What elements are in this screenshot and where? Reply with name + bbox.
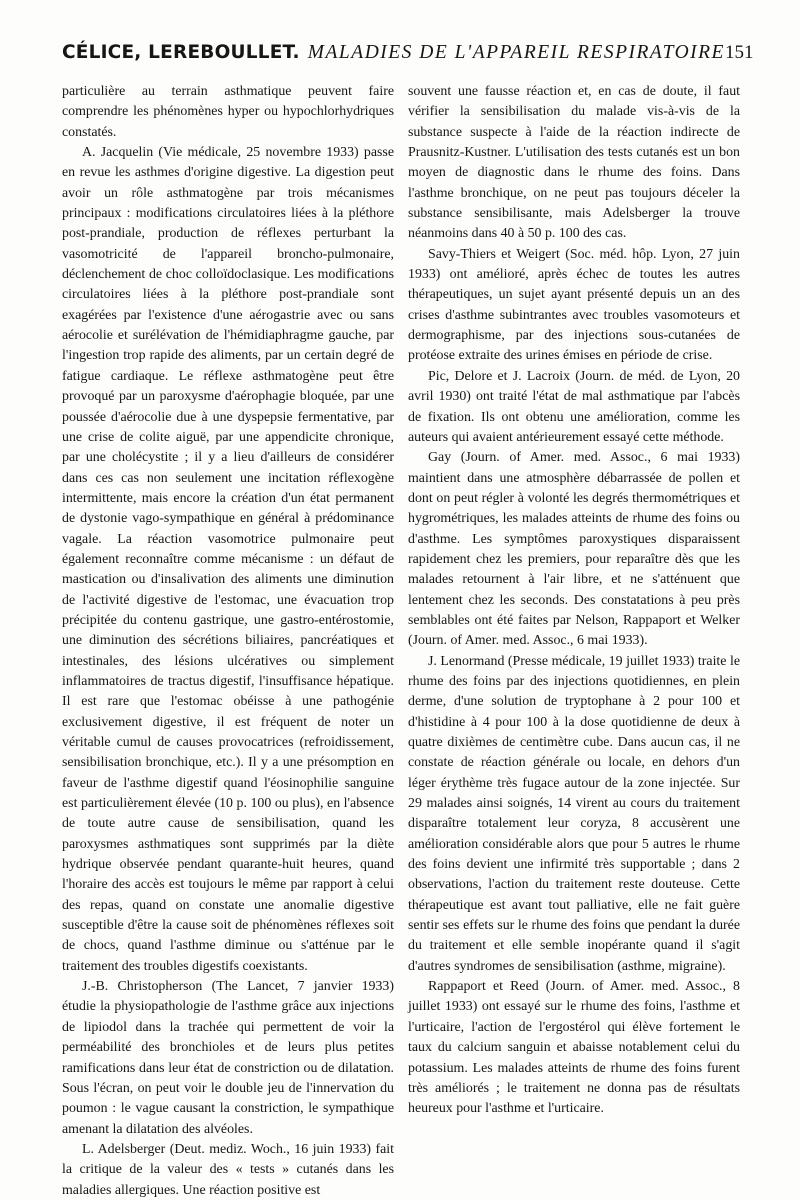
right-paragraph — [408, 367, 740, 448]
left-paragraph — [62, 82, 394, 143]
header-authors: CÉLICE, LEREBOULLET. — [62, 42, 300, 63]
right-paragraph-text: Pic, Delore et J. Lacroix (Journ. de méd. de Lyon, 20 avril 1930) ont traité l'état de mal asthmatique par l'abcès de fixation. Ils ont obtenu une amélioration, comme les auteurs qui avaient antérieurement essayé cette méthode. — [408, 368, 740, 445]
right-paragraph — [408, 652, 740, 978]
right-paragraph — [408, 245, 740, 367]
right-paragraph-text: Gay (Journ. of Amer. med. Assoc., 6 mai 1933) maintient dans une atmosphère débarrassée de pollen et dont on peut régler à volonté les degrés thermométriques et hygrométriques, les malades atteints de rhume des foins ou d'asthme. Les symptômes paroxystiques disparaissent rapidement chez les premiers, pour reparaître dès que les malades retournent à l'air libre, et ne s'atténuent que lentement chez les seconds. Des constatations à peu près semblables ont été faites par Nelson, Rappaport et Welker (Journ. of Amer. med. Assoc., 6 mai 1933). — [408, 450, 740, 649]
right-paragraph — [408, 82, 740, 245]
right-paragraph — [408, 448, 740, 651]
right-paragraph-text: J. Lenormand (Presse médicale, 19 juillet 1933) traite le rhume des foins par des injections quotidiennes, en plein derme, d'une solution de tryptophane à 2 pour 100 et d'histidine à 4 pour 100 à la dose quotidienne de deux à quatre dixièmes de centimètre cube. Dans aucun cas, il ne constate de réaction générale ou locale, en dehors d'un léger érythème très fugace autour de la zone injectée. Sur 29 malades ainsi soignés, 14 virent au cours du traitement disparaître totalement leur coryza, 8 accusèrent une amélioration considérable alors que pour 5 autres le rhume des foins devient une infirmité très supportable ; dans 2 observations, l'action du traitement reste douteuse. Cette thérapeutique est avant tout palliative, elle ne fait guère sentir ses effets sur le rhume des foins que pendant la durée du traitement et elle semble inopérante quand il s'agit d'autres syndromes de sensibilisation (asthme, migraine). — [408, 653, 740, 974]
left-paragraph-text: L. Adelsberger (Deut. mediz. Woch., 16 juin 1933) fait la critique de la valeur des « tests » cutanés dans les maladies allergiques. Une réaction positive est — [62, 1141, 394, 1198]
left-paragraph — [62, 977, 394, 1140]
left-paragraph — [62, 1140, 394, 1201]
right-column — [408, 82, 740, 1120]
running-header — [62, 42, 754, 70]
right-paragraph-text: Rappaport et Reed (Journ. of Amer. med. Assoc., 8 juillet 1933) ont essayé sur le rhume des foins, l'asthme et l'urticaire, l'action de l'ergostérol qui élève fortement le taux du calcium sanguin et abaisse notablement celui du potassium. Les malades atteints de rhume des foins furent très améliorés ; le traitement ne donna pas de résultats heureux pour l'asthme et l'urticaire. — [408, 979, 740, 1117]
left-paragraph-text: J.-B. Christopherson (The Lancet, 7 janvier 1933) étudie la physiopathologie de l'asthme grâce aux injections de lipiodol dans la trachée qui permettent de voir la perméabilité des bronchioles et de leurs plus petites ramifications dans leur état de constriction ou de dilatation. Sous l'écran, on peut voir le double jeu de l'innervation du poumon : le vague causant la constriction, le sympathique amenant la dilatation des alvéoles. — [62, 979, 394, 1137]
right-paragraph — [408, 977, 740, 1119]
left-column — [62, 82, 394, 1201]
left-paragraph-text: A. Jacquelin (Vie médicale, 25 novembre 1933) passe en revue les asthmes d'origine digestive. La digestion peut avoir un rôle asthmatogène par trois mécanismes principaux : modifications circulatoires liées à la pléthore post-prandiale, production de réflexes perturbant la vasomotricité de l'appareil broncho-pulmonaire, déclenchement de choc colloïdoclasique. Les modifications circulatoires liées à la pléthore post-prandiale sont exagérées par l'existence d'une aérogastrie avec ou sans aérocolie et surélévation de l'hémidiaphragme gauche, par l'ingestion trop rapide des aliments, par un certain degré de fatigue cardiaque. Le réflexe asthmatogène peut être provoqué par un paroxysme d'aérophagie bloquée, par une poussée d'aérocolie due à une dyspepsie fermentative, par une crise de colite aiguë, par une appendicite chronique, par une cholécystite ; il y a lieu d'ailleurs de considérer dans ces cas non seulement une incitation réflexogène intermittente, mais encore la création d'un état permanent de dystonie vago-sympathique en général à prédominance vagale. La réaction vasomotrice pulmonaire peut également reconnaître comme mécanisme : un défaut de mastication ou d'insalivation des aliments une diminution de l'activité digestive de l'estomac, une évacuation trop précipitée du contenu gastrique, une gastro-entérostomie, une diminution des sécrétions biliaires, pancréatiques et intestinales, des lésions ulcératives ou simplement inflammatoires de tractus digestif, l'insuffisance hépatique. Il est rare que l'estomac obéisse à une pathogénie exclusivement digestive, il est fréquent de noter un véritable cumul de causes provocatrices (refroidissement, sensibilisation bronchique, etc.). Il y a une présomption en faveur de l'asthme digestif quand l'éosinophilie sanguine est particulièrement élevée (10 p. 100 ou plus), en l'absence de toute autre cause de sensibilisation, quand les paroxysmes asthmatiques sont supprimés par la diète hydrique observée pendant quarante-huit heures, quand l'horaire des accès est toujours le même par rapport à celui des repas, quand on constate une anomalie digestive susceptible d'être la cause soit de phénomènes réflexes soit de chocs, quand l'asthme diminue ou s'atténue par le traitement des troubles digestifs coexistants. — [62, 145, 394, 974]
left-paragraph-text: particulière au terrain asthmatique peuvent faire comprendre les phénomènes hyper ou hypochlorhydriques constatés. — [62, 84, 394, 140]
right-paragraph-text: Savy-Thiers et Weigert (Soc. méd. hôp. Lyon, 27 juin 1933) ont amélioré, après échec de toutes les autres thérapeutiques, un sujet ayant présenté depuis un an des crises d'asthme subintrantes avec troubles vasomoteurs et dermographisme, par des injections sous-cutanées de protéose extraite des urines émises en période de crise. — [408, 246, 740, 364]
header-title: MALADIES DE L'APPAREIL RESPIRATOIRE — [307, 42, 725, 63]
right-paragraph-text: souvent une fausse réaction et, en cas de doute, il faut vérifier la sensibilisation du malade vis-à-vis de la substance suspecte à l'aide de la réaction indirecte de Prausnitz-Kustner. L'utilisation des tests cutanés est un bon moyen de diagnostic dans le rhume des foins. Dans l'asthme bronchique, on ne peut pas toujours déceler la substance sensibilisante, mais Adelsberger la trouve néanmoins dans 40 à 50 p. 100 des cas. — [408, 84, 740, 242]
left-paragraph — [62, 143, 394, 977]
page-number: 151 — [724, 42, 754, 63]
